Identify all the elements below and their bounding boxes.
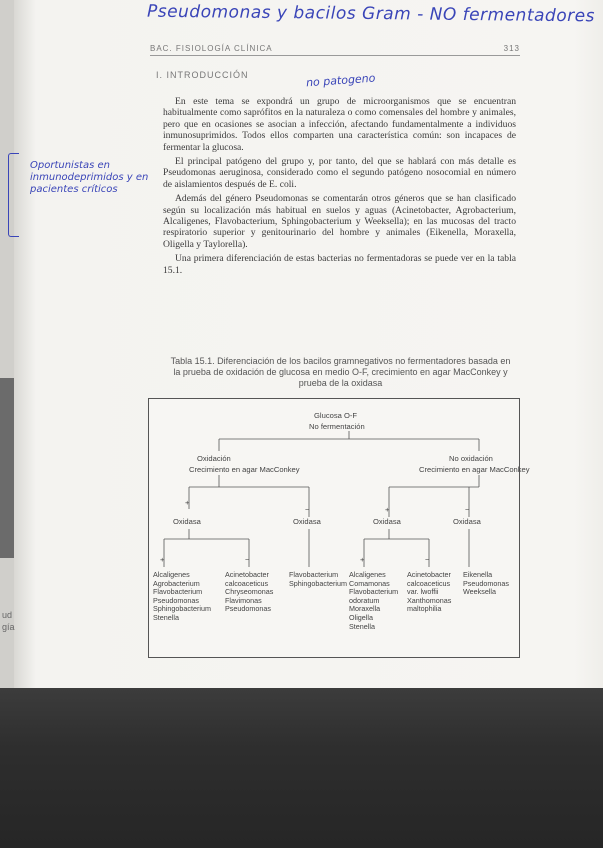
organism-group-4 — [349, 571, 398, 631]
minus-sign: − — [425, 555, 430, 564]
running-header — [150, 44, 520, 56]
list-item: Acinetobacter — [225, 570, 269, 579]
scanner-background — [0, 688, 603, 848]
margin-fragment-2: gía — [2, 622, 15, 632]
handwritten-note: no patogeno — [305, 71, 376, 90]
paragraph: El principal patógeno del grupo y, por tanto, del que se hablará con más detalle es Pseudomonas aeruginosa, considerado como el segundo patógeno nosocomial en número de aislamientos después de E. coli. — [163, 156, 516, 190]
root-label: Glucosa O-F — [314, 411, 358, 420]
body-text — [163, 96, 516, 279]
plus-sign: + — [360, 555, 365, 564]
list-item: var. lwoffii — [407, 587, 439, 597]
left-binding-shadow — [0, 378, 14, 558]
root-sublabel: No fermentación — [309, 422, 365, 431]
list-item: Flavobacterium — [153, 587, 203, 597]
list-item: maltophilia — [407, 604, 442, 614]
right-branch-label: No oxidación — [449, 454, 493, 463]
classification-diagram — [148, 398, 530, 658]
organism-group-6 — [463, 571, 509, 597]
oxidasa-label: Oxidasa — [293, 517, 321, 526]
list-item: Moraxella — [349, 604, 381, 614]
list-item: Xanthomonas — [407, 595, 452, 605]
organism-group-3 — [289, 571, 347, 588]
paragraph: Además del género Pseudomonas se comentarán otros géneros que se han clasificado según su localización más habitual en suelos y aguas (Acinetobacter, Agrobacterium, Alcaligenes, Flavobacterium, Sphingobacterium y Weeksella); en las mucosas del tracto respiratorio superior y genitourinario del hombre y animales (Eikenella, Moraxella, Oligella y Taylorella). — [163, 193, 516, 250]
paragraph: Una primera diferenciación de estas bacterias no fermentadoras se puede ver en la tabla 15.1. — [163, 253, 516, 276]
list-item: Acinetobacter — [407, 570, 451, 579]
list-item: calcoaceticus — [407, 578, 451, 588]
header-text: BAC. FISIOLOGÍA CLÍNICA — [150, 44, 273, 53]
handwritten-title: Pseudomonas y bacilos Gram - NO fermentadores — [146, 1, 596, 27]
oxidasa-label: Oxidasa — [173, 517, 201, 526]
list-item: Flavimonas — [225, 595, 262, 605]
list-item: Pseudomonas — [153, 595, 199, 605]
plus-sign: + — [160, 555, 165, 564]
paragraph: En este tema se expondrá un grupo de microorganismos que se encuentran habitualmente como saprófitos en la naturaleza o como comensales del hombre y animales, pero que en ocasiones se asocian a infección, afectando fundamentalmente a individuos inmunosuprimidos. Todos ellos comparten una característica común: son incapaces de fermentar la glucosa. — [163, 96, 516, 153]
page-number: 313 — [503, 44, 520, 53]
list-item: Flavobacterium — [349, 587, 399, 597]
list-item: odoratum — [349, 595, 380, 605]
oxidasa-label: Oxidasa — [373, 517, 401, 526]
list-item: Agrobacterium — [153, 578, 200, 588]
list-item: Stenella — [349, 621, 375, 631]
list-item: Sphingobacterium — [153, 604, 211, 614]
minus-sign: − — [465, 505, 470, 514]
handwritten-bracket — [8, 153, 19, 237]
left-branch-label: Oxidación — [197, 454, 231, 463]
plus-sign: + — [385, 505, 390, 514]
list-item: Stenella — [153, 612, 179, 622]
list-item: Oligella — [349, 612, 373, 622]
list-item: Sphingobacterium — [289, 578, 347, 588]
organism-group-2 — [225, 571, 273, 614]
list-item: Alcaligenes — [153, 570, 190, 579]
organism-group-5 — [407, 571, 451, 614]
list-item: Weeksella — [463, 587, 497, 597]
page-left-edge — [0, 0, 14, 688]
minus-sign: − — [245, 555, 250, 564]
margin-fragment-1: ud — [2, 610, 13, 620]
table-caption: Tabla 15.1. Diferenciación de los bacilos gramnegativos no fermentadores basada en la prueba de oxidación de glucosa en medio O-F, crecimiento en agar MacConkey y prueba de la oxidasa — [170, 356, 511, 388]
oxidasa-label: Oxidasa — [453, 517, 481, 526]
list-item: Pseudomonas — [463, 578, 509, 588]
list-item: calcoaceticus — [225, 578, 269, 588]
list-item: Alcaligenes — [349, 570, 386, 579]
left-growth-label: Crecimiento en agar MacConkey — [189, 465, 300, 474]
section-title: I. INTRODUCCIÓN — [156, 70, 249, 80]
list-item: Eikenella — [463, 570, 493, 579]
handwritten-margin-note: Oportunistas en inmunodeprimidos y en pacientes críticos — [30, 160, 149, 195]
list-item: Chryseomonas — [225, 587, 274, 597]
list-item: Flavobacterium — [289, 570, 339, 579]
right-growth-label: Crecimiento en agar MacConkey — [419, 465, 530, 474]
list-item: Pseudomonas — [225, 604, 271, 614]
plus-sign: + — [185, 498, 190, 507]
list-item: Comamonas — [349, 578, 390, 588]
minus-sign: − — [305, 505, 310, 514]
organism-group-1 — [153, 571, 211, 623]
